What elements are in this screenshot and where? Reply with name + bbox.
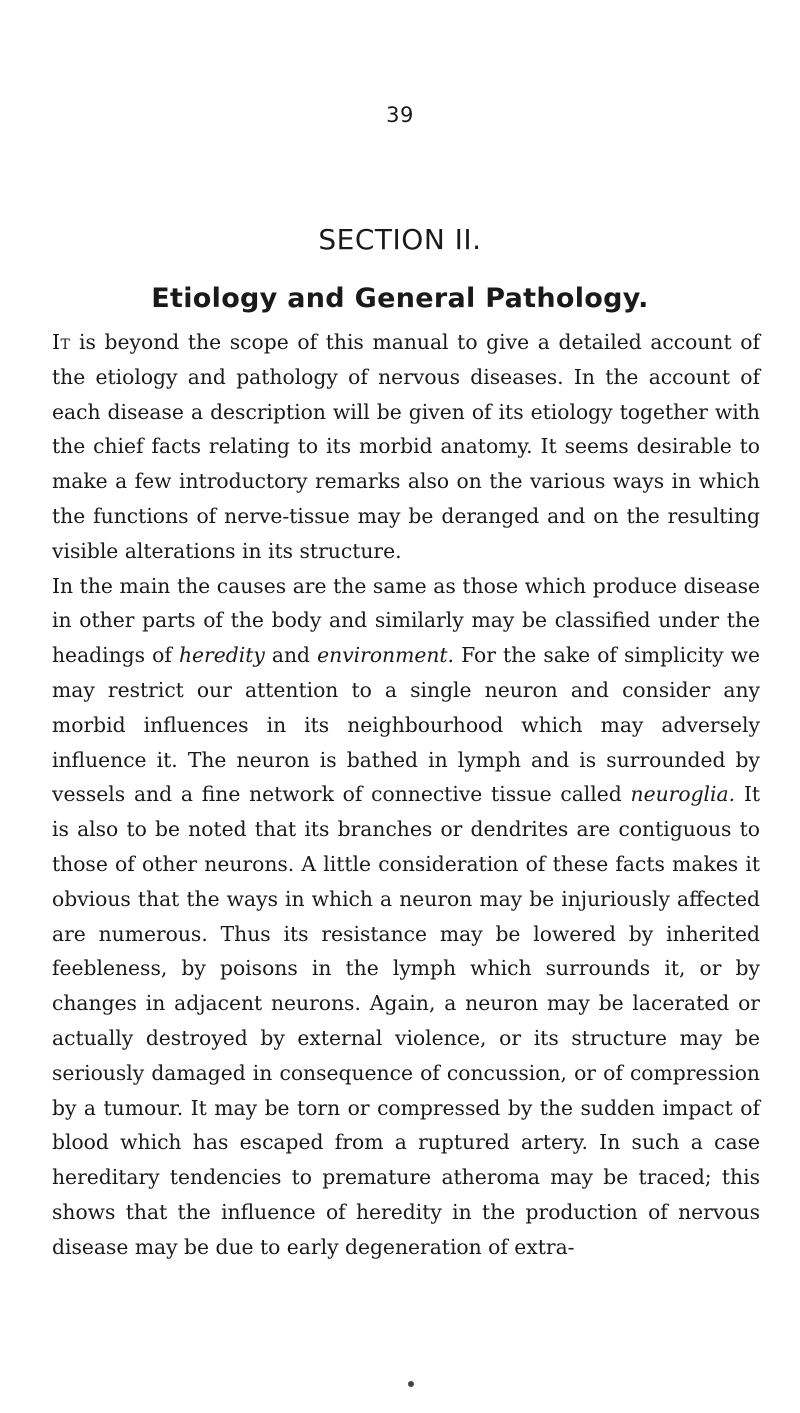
section-title: SECTION II. xyxy=(318,223,482,256)
term-heredity: heredity xyxy=(178,643,265,668)
body-text xyxy=(52,325,760,1265)
section-subtitle: Etiology and General Pathology. xyxy=(151,283,649,314)
paragraph-2-part-4: It is also to be noted that its branches or dendrites are contiguous to those of other neurons. A little consideration of these facts makes it obvious that the ways in which a neuron may be injuriously affected are numerous. Thus its resistance may be lowered by inherited feebleness, by poisons in the lymph which surrounds it, or by changes in adjacent neurons. Again, a neuron may be lacerated or actually destroyed by external violence, or its structure may be seriously damaged in consequence of concussion, or of compression by a tumour. It may be torn or compressed by the sudden impact of blood which has escaped from a ruptured artery. In such a case hereditary tendencies to premature atheroma may be traced; this shows that the influence of heredity in the production of nervous disease may be due to early degeneration of extra- xyxy=(52,782,760,1259)
page-number: 39 xyxy=(386,103,414,127)
paragraph-2-part-3: For the sake of simplicity we may restrict our attention to a single neuron and consider any morbid influences in its neighbourhood which may adversely influence it. The neuron is bathed in lymph and is surrounded by vessels and a fine network of connective tissue called xyxy=(52,643,760,807)
ink-spot xyxy=(408,1381,414,1387)
paragraph-2-part-2: and xyxy=(264,643,318,668)
term-environment: environment. xyxy=(317,643,454,668)
paragraph-lead-word: It xyxy=(52,330,71,354)
paragraph-2-part-1: In the main the causes are the same as those which produce disease in other parts of the body and similarly may be classified under the headings of xyxy=(52,573,760,668)
paragraph-2 xyxy=(52,569,760,1265)
term-neuroglia: neuroglia. xyxy=(630,782,736,807)
paragraph-1-text: is beyond the scope of this manual to give a detailed account of the etiology and pathology of nervous diseases. In the account of each disease a description will be given of its etiology together with the chief facts relating to its morbid anatomy. It seems desirable to make a few introductory remarks also on the various ways in which the functions of nerve-tissue may be deranged and on the resulting visible alterations in its structure. xyxy=(52,330,760,563)
paragraph-1 xyxy=(52,325,760,569)
